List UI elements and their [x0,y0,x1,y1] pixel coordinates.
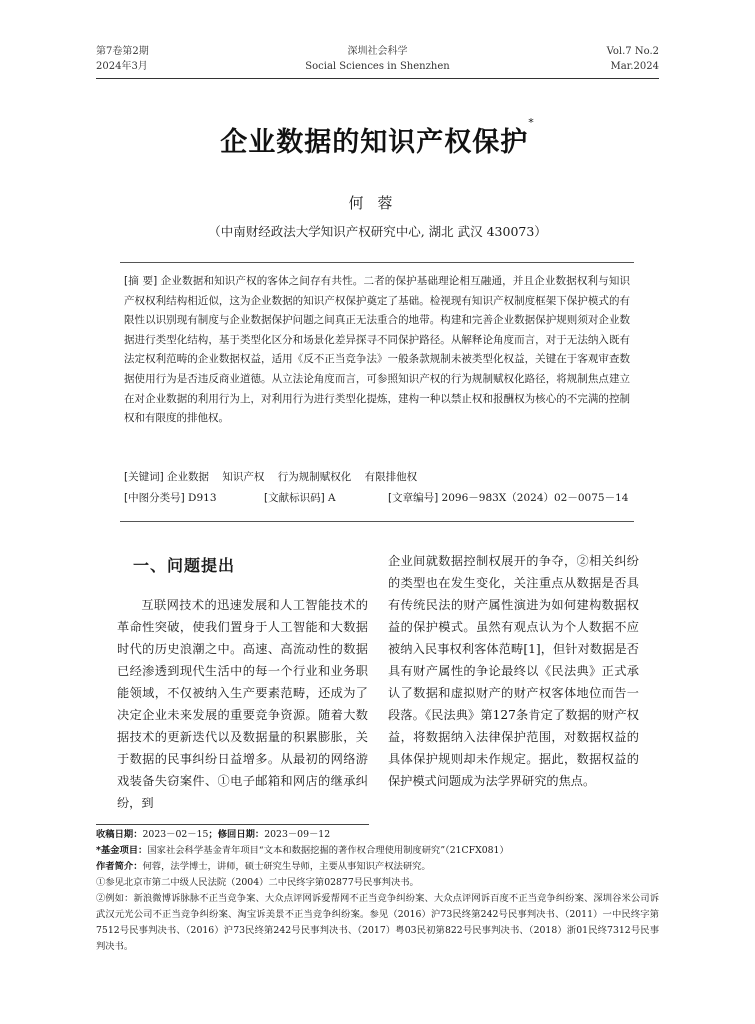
title-footnote-mark: * [528,116,535,129]
body-paragraph: 互联网技术的迅速发展和人工智能技术的革命性突破，使我们置身于人工智能和大数据时代的历史浪潮之中。高速、高流动性的数据已经渗透到现代生活中的每一个行业和业务职能领域，不仅被纳入生产要素范畴，还成为了决定企业未来发展的重要竞争资源。随着大数据技术的更新迭代以及数据量的积累膨胀，关于数据的民事纠纷日益增多。从最初的网络游戏装备失窃案件、①电子邮箱和网店的继承纠纷，到 [117,598,368,810]
abstract-bottom-rule [120,521,634,522]
journal-title-cn: 深圳社会科学 [347,46,408,57]
footnote-1: ①参见北京市第二中级人民法院（2004）二中民终字第02877号民事判决书。 [96,877,419,888]
body-right-column [388,550,639,792]
footnote-2: ②例如：新浪微博诉脉脉不正当竞争案、大众点评网诉爱帮网不正当竞争纠纷案、大众点评网诉百度不正当竞争纠纷案、深圳谷米公司诉武汉元光公司不正当竞争纠纷案、淘宝诉美景不正当竞争纠纷案。参见（2016）沪73民终第242号民事判决书、（2011）一中民终字第7512号民事判决书、（2016）沪73民终第242号民事判决书、（2017）粤03民初第822号民事判决书、（2018）浙01民终7312号民事判决书。 [96,893,659,952]
doc-code-group [264,489,336,508]
article-number-group [388,489,628,508]
article-number-value: 2096－983X（2024）02－0075－14 [441,492,629,504]
footnote-rule [96,824,369,825]
author-bio-note [96,859,659,875]
keywords-line [124,468,630,487]
body-paragraph-continued: 企业间就数据控制权展开的争夺，②相关纠纷的类型也在发生变化，关注重点从数据是否具有传统民法的财产属性演进为如何建构数据权益的保护模式。虽然有观点认为个人数据不应被纳入民事权利客体范畴[1]，但针对数据是否具有财产属性的争论最终以《民法典》正式承认了数据和虚拟财产的财产权客体地位而告一段落。《民法典》第127条肯定了数据的财产权益，将数据纳入法律保护范围，对数据权益的具体保护规则却未作规定。据此，数据权益的保护模式问题成为法学界研究的焦点。 [388,554,639,788]
abstract-text: 企业数据和知识产权的客体之间存有共性。二者的保护基础理论相互融通，并且企业数据权利与知识产权权利结构相近似，这为企业数据的知识产权保护奠定了基础。检视现有知识产权制度框架下保护模式的有限性以识别现有制度与企业数据保护问题之间真正无法重合的地带。构建和完善企业数据保护规则须对企业数据进行类型化结构，基于类型化区分和场景化差异探寻不同保护路径。从解释论角度而言，对于无法纳入既有法定权利范畴的企业数据权益，适用《反不正当竞争法》一般条款规制未被类型化权益，关键在于客观审查数据使用行为是否违反商业道德。从立法论角度而言，可参照知识产权的行为规制赋权化路径，将规制焦点建立在对企业数据的利用行为上，对利用行为进行类型化提炼，建构一种以禁止权和报酬权为核心的不完满的控制权和有限度的排他权。 [124,275,631,425]
section-heading: 一、问题提出 [133,556,236,575]
author-bio-label: 作者简介： [96,861,143,872]
author-bio-text: 何蓉，法学博士，讲师，硕士研究生导师，主要从事知识产权法研究。 [142,861,431,872]
abstract-label: [摘 要] [124,275,158,287]
revised-label: ；修回日期： [208,829,265,840]
footnotes [96,827,659,955]
body-left-column [117,594,368,814]
volume-issue: 第7卷第2期 [96,46,149,57]
abstract [124,272,630,429]
author-name: 何蓉 [348,194,407,212]
classification-line [124,489,630,508]
volume-issue-en: Vol.7 No.2 [606,46,659,57]
keywords-label: [关键词] [124,471,164,483]
issue-date: 2024年3月 [96,61,148,72]
fund-note [96,843,659,859]
article-number-label: [文章编号] [388,492,439,504]
doc-code-label: [文献标识码] [264,492,325,504]
article-title: 企业数据的知识产权保护* [220,116,535,158]
received-date: 2023－02－15 [142,829,209,840]
abstract-top-rule [120,262,634,263]
revised-date: 2023－09－12 [264,829,331,840]
received-label: 收稿日期： [96,829,143,840]
keywords-text: 企业数据 知识产权 行为规制赋权化 有限排他权 [167,471,418,483]
journal-issue-en [607,44,659,74]
doc-code-value: A [328,492,336,504]
clc-label: [中图分类号] [124,492,185,504]
fund-text: 国家社会科学基金青年项目“文本和数据挖掘的著作权合理使用制度研究”（21CFX081） [147,845,509,856]
issue-date-en: Mar.2024 [610,61,659,72]
journal-title-en: Social Sciences in Shenzhen [305,61,450,72]
dates-note [96,827,659,843]
fund-label: *基金项目： [96,845,148,856]
author-affiliation: （中南财经政法大学知识产权研究中心, 湖北 武汉 430073） [208,224,547,239]
clc-value: D913 [188,492,217,504]
header-rule [96,78,659,79]
